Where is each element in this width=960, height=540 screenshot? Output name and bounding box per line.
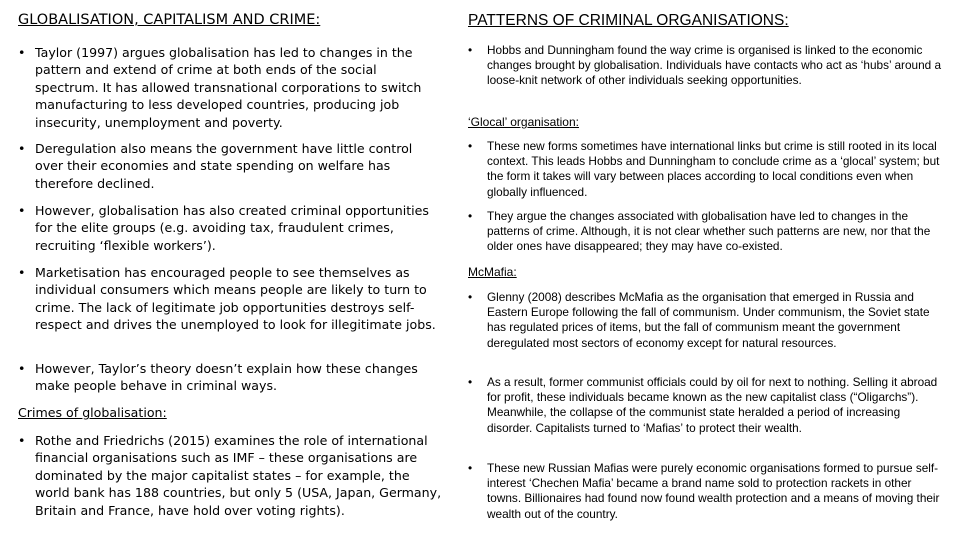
bullet-text: However, globalisation has also created criminal opportunities for the elite groups (e.g. avoiding tax, fraudulent crimes, recruiting ‘flexible workers’). (35, 203, 429, 253)
bullet-icon: • (468, 43, 473, 57)
right-mcmafia-bullet-1 (468, 290, 942, 351)
bullet-icon: • (18, 433, 26, 448)
right-glocal-bullet-1 (468, 139, 942, 200)
left-bullet-2 (18, 140, 444, 192)
bullet-icon: • (18, 203, 26, 218)
left-sub-bullet-1 (18, 432, 444, 519)
bullet-text: Glenny (2008) describes McMafia as the organisation that emerged in Russia and Eastern Europe following the fall of communism. Under communism, the Soviet state has regulated prices of items, but the fall of communism meant the government deregulated most sectors of economy except for natural resources. (487, 290, 930, 350)
bullet-text: Deregulation also means the government have little control over their economies and state spending on welfare has therefore declined. (35, 141, 413, 191)
bullet-text: Hobbs and Dunningham found the way crime is organised is linked to the economic changes brought by globalisation. Individuals have contacts who act as ‘hubs’ around a loose-knit network of other individuals seeking opportunities. (487, 43, 942, 88)
left-bullet-4 (18, 264, 444, 334)
left-bullet-3 (18, 202, 444, 254)
bullet-icon: • (468, 461, 473, 475)
subheading-crimes-of-globalisation: Crimes of globalisation: (18, 405, 167, 420)
right-title: PATTERNS OF CRIMINAL ORGANISATIONS: (468, 12, 789, 29)
bullet-text: Rothe and Friedrichs (2015) examines the role of international financial organisations such as IMF – these organisations are dominated by the major capitalist states – for example, the world bank has 188 countries, but only 5 (USA, Japan, Germany, Britain and France, have hold over voting rights). (35, 433, 442, 518)
bullet-text: Marketisation has encouraged people to see themselves as individual consumers which means people are likely to turn to crime. The lack of legitimate job opportunities destroys self-respect and drives the unemployed to look for illegitimate jobs. (35, 265, 436, 333)
bullet-icon: • (18, 45, 26, 60)
right-intro-bullet-1 (468, 43, 942, 89)
left-bullet-1 (18, 44, 444, 131)
right-mcmafia-bullet-2 (468, 375, 942, 436)
bullet-text: As a result, former communist officials could by oil for next to nothing. Selling it abroad for profit, these individuals became known as the new capitalist class (“Oligarchs”). Meanwhile, the collapse of the communist state heralded a period of increasing disorder. Capitalists turned to ‘Mafias’ to protect their wealth. (487, 375, 938, 435)
bullet-text: Taylor (1997) argues globalisation has led to changes in the pattern and extend of crime at both ends of the social spectrum. It has allowed transnational corporations to switch manufacturing to less developed countries, producing job insecurity, unemployment and poverty. (35, 45, 422, 130)
bullet-icon: • (18, 265, 26, 280)
bullet-icon: • (18, 361, 26, 376)
bullet-text: These new Russian Mafias were purely economic organisations formed to pursue self-interest ‘Chechen Mafia’ became a brand name sold to protection rackets in other towns. Billionaires had found now found wealth protection and a means of moving their wealth out of the country. (487, 461, 940, 521)
bullet-icon: • (468, 209, 473, 223)
bullet-icon: • (18, 141, 26, 156)
bullet-icon: • (468, 375, 473, 389)
right-mcmafia-bullet-3 (468, 461, 942, 522)
bullet-icon: • (468, 290, 473, 304)
right-glocal-bullet-2 (468, 209, 942, 255)
bullet-text: These new forms sometimes have international links but crime is still rooted in its local context. This leads Hobbs and Dunningham to conclude crime as a ‘glocal’ system; but the form it takes will vary between places according to local conditions even when globally influenced. (487, 139, 940, 199)
subheading-mcmafia: McMafia: (468, 265, 517, 279)
left-bullet-5 (18, 360, 444, 395)
bullet-text: However, Taylor’s theory doesn’t explain how these changes make people behave in criminal ways. (35, 361, 418, 394)
bullet-icon: • (468, 139, 473, 153)
left-title: GLOBALISATION, CAPITALISM AND CRIME: (18, 12, 321, 28)
subheading-glocal-organisation: ‘Glocal’ organisation: (468, 115, 579, 129)
bullet-text: They argue the changes associated with globalisation have led to changes in the patterns of crime. Although, it is not clear whether such patterns are new, nor that the older ones have disappeared; they may have co-existed. (487, 209, 931, 254)
